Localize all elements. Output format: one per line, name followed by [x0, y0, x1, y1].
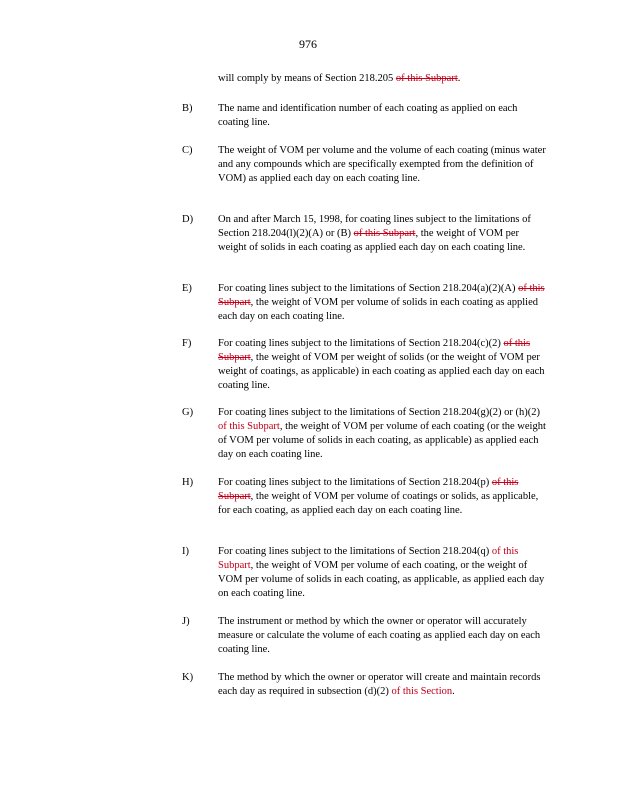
- item-letter: F): [182, 338, 192, 349]
- item-text: [218, 545, 548, 601]
- item-text: [218, 615, 548, 657]
- item-letter: J): [182, 616, 190, 627]
- text-run: , the weight of VOM per volume of coatings or solids, as applicable, for each coating, as applied each day on each coating line.: [218, 491, 539, 516]
- text-run: For coating lines subject to the limitations of Section 218.204(q): [218, 546, 490, 557]
- item-b: [182, 102, 552, 130]
- text-run: , the weight of VOM per volume of each coating, or the weight of VOM per volume of solids in each coating, as applicable, as applied each day on each coating line.: [218, 560, 545, 599]
- inserted-text: of this Subpart: [218, 546, 519, 571]
- deleted-text: of this Subpart: [395, 73, 458, 84]
- text-run: For coating lines subject to the limitations of Section 218.204(c)(2): [218, 338, 501, 349]
- item-h: [182, 476, 552, 518]
- text-run: , the weight of VOM per weight of solids in each coating as applied each day on each coating line.: [218, 228, 526, 253]
- item-letter: H): [182, 477, 194, 488]
- item-d: [182, 213, 552, 255]
- text-run: , the weight of VOM per volume of solids in each coating as applied each day on each coating line.: [218, 297, 538, 322]
- item-text: [218, 476, 548, 518]
- text-run: The name and identification number of each coating as applied on each coating line.: [218, 103, 518, 128]
- item-text: [218, 282, 548, 324]
- item-letter: B): [182, 103, 193, 114]
- item-text: [218, 213, 548, 255]
- text-run: For coating lines subject to the limitations of Section 218.204(g)(2) or (h)(2): [218, 407, 540, 418]
- item-text: [218, 406, 548, 462]
- intro-paragraph: [218, 72, 548, 86]
- text-run: , the weight of VOM per weight of solids (or the weight of VOM per weight of coatings, as applicable) in each coating as applied each day on each coating line.: [218, 352, 545, 391]
- item-k: [182, 671, 552, 699]
- item-letter: D): [182, 214, 194, 225]
- deleted-text: of this Subpart: [353, 228, 416, 239]
- intro-text: will comply by means of Section 218.205: [218, 73, 394, 84]
- text-run: , the weight of VOM per volume of each coating (or the weight of VOM per volume of solids in each coating, as applicable) as applied each day on each coating line.: [218, 421, 546, 460]
- item-letter: I): [182, 546, 189, 557]
- text-run: On and after March 15, 1998, for coating lines subject to the limitations of Section 218.204(l)(2)(A) or (B): [218, 214, 531, 239]
- item-text: [218, 337, 548, 393]
- inserted-text: of this Subpart: [218, 421, 280, 432]
- item-letter: C): [182, 145, 193, 156]
- item-text: [218, 671, 548, 699]
- deleted-text: of this Subpart: [218, 338, 531, 363]
- item-g: [182, 406, 552, 462]
- page-number: 976: [299, 37, 317, 51]
- item-text: [218, 102, 548, 130]
- item-letter: K): [182, 672, 194, 683]
- item-j: [182, 615, 552, 657]
- item-e: [182, 282, 552, 324]
- item-letter: G): [182, 407, 194, 418]
- text-run: The instrument or method by which the owner or operator will accurately measure or calculate the volume of each coating as applied each day on each coating line.: [218, 616, 541, 655]
- deleted-text: of this Subpart: [218, 477, 519, 502]
- item-text: [218, 144, 548, 186]
- item-letter: E): [182, 283, 192, 294]
- text-run: The weight of VOM per volume and the volume of each coating (minus water and any compounds which are specifically exempted from the definition of VOM) as applied each day on each coating line.: [218, 145, 546, 184]
- inserted-text: of this Section: [391, 686, 453, 697]
- item-f: [182, 337, 552, 393]
- text-run: The method by which the owner or operator will create and maintain records each day as required in subsection (d)(2): [218, 672, 541, 697]
- intro-tail: .: [457, 73, 461, 84]
- text-run: For coating lines subject to the limitations of Section 218.204(p): [218, 477, 490, 488]
- item-i: [182, 545, 552, 601]
- item-c: [182, 144, 552, 186]
- text-run: .: [452, 686, 455, 697]
- deleted-text: of this Subpart: [218, 283, 545, 308]
- text-run: For coating lines subject to the limitations of Section 218.204(a)(2)(A): [218, 283, 516, 294]
